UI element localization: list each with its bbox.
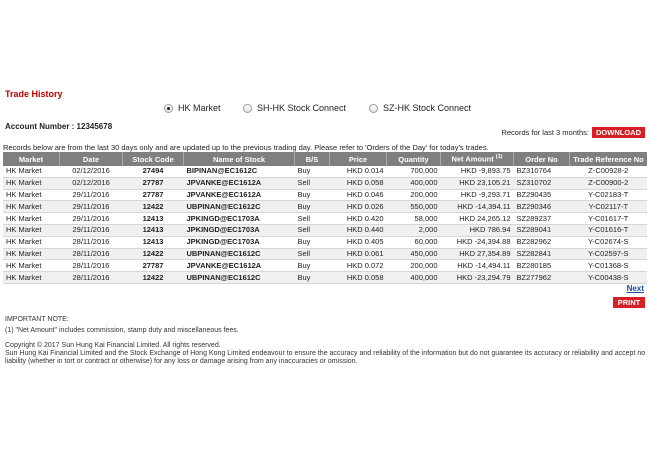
table-row [3, 224, 647, 236]
col-order-no: Order No [514, 152, 570, 166]
cell-net-amount: HKD -24,394.88 [441, 236, 514, 248]
account-number: Account Number : 12345678 [5, 122, 113, 131]
cell-price: HKD 0.026 [330, 201, 387, 213]
cell-stock-code: 12422 [123, 248, 184, 260]
cell-price: HKD 0.058 [330, 272, 387, 284]
radio-label-hk-market: HK Market [178, 103, 221, 113]
next-page-link[interactable]: Next [626, 284, 644, 293]
cell-quantity: 58,000 [387, 213, 441, 225]
col-bs: B/S [295, 152, 330, 166]
cell-net-amount: HKD 23,105.21 [441, 177, 514, 189]
cell-date: 29/11/2016 [60, 189, 123, 201]
cell-trade-reference-no: Y-C00438-S [570, 272, 648, 284]
cell-stock-code: 27787 [123, 260, 184, 272]
table-row [3, 272, 647, 284]
table-row [3, 213, 647, 225]
cell-date: 28/11/2016 [60, 260, 123, 272]
cell-date: 28/11/2016 [60, 272, 123, 284]
table-row [3, 166, 647, 177]
cell-trade-reference-no: Y-C01617-T [570, 213, 648, 225]
cell-bs: Buy [295, 166, 330, 177]
cell-price: HKD 0.061 [330, 248, 387, 260]
records-notice: Records below are from the last 30 days only and are updated up to the previous trading day. Please refer to 'Orders of the Day' for today's trades. [3, 143, 489, 152]
cell-name-of-stock: JPVANKE@EC1612A [184, 177, 295, 189]
cell-stock-code: 12422 [123, 201, 184, 213]
cell-trade-reference-no: Y-C02597-S [570, 248, 648, 260]
download-button[interactable]: DOWNLOAD [592, 127, 645, 138]
cell-stock-code: 27787 [123, 177, 184, 189]
copyright-text: Copyright © 2017 Sun Hung Kai Financial Limited. All rights reserved. [5, 342, 221, 349]
radio-sh-hk-stock-connect[interactable] [243, 103, 346, 113]
cell-price: HKD 0.014 [330, 166, 387, 177]
radio-label-sz-hk: SZ-HK Stock Connect [383, 103, 472, 113]
cell-price: HKD 0.440 [330, 224, 387, 236]
cell-bs: Buy [295, 201, 330, 213]
cell-market: HK Market [3, 177, 60, 189]
page-title: Trade History [5, 89, 63, 99]
cell-net-amount: HKD -9,893.75 [441, 166, 514, 177]
col-date: Date [60, 152, 123, 166]
cell-trade-reference-no: Z-C00900-2 [570, 177, 648, 189]
radio-unselected-indicator[interactable] [243, 104, 252, 113]
table-row [3, 177, 647, 189]
cell-stock-code: 27494 [123, 166, 184, 177]
cell-name-of-stock: UBPINAN@EC1612C [184, 272, 295, 284]
radio-unselected-indicator[interactable] [369, 104, 378, 113]
cell-order-no: BZ282962 [514, 236, 570, 248]
cell-trade-reference-no: Y-C02117-T [570, 201, 648, 213]
cell-bs: Sell [295, 248, 330, 260]
cell-stock-code: 27787 [123, 189, 184, 201]
cell-net-amount: HKD -14,494.11 [441, 260, 514, 272]
cell-market: HK Market [3, 248, 60, 260]
cell-stock-code: 12422 [123, 272, 184, 284]
cell-order-no: BZ280185 [514, 260, 570, 272]
net-amount-header-label: Net Amount [451, 154, 494, 164]
cell-trade-reference-no: Y-C01368-S [570, 260, 648, 272]
radio-label-sh-hk: SH-HK Stock Connect [257, 103, 347, 113]
cell-stock-code: 12413 [123, 213, 184, 225]
radio-selected-indicator[interactable] [164, 104, 173, 113]
cell-net-amount: HKD -23,294.79 [441, 272, 514, 284]
cell-net-amount: HKD 27,354.89 [441, 248, 514, 260]
radio-hk-market[interactable] [164, 103, 221, 113]
cell-quantity: 550,000 [387, 201, 441, 213]
cell-market: HK Market [3, 166, 60, 177]
cell-quantity: 200,000 [387, 189, 441, 201]
col-trade-reference-no: Trade Reference No [570, 152, 648, 166]
col-name-of-stock: Name of Stock [184, 152, 295, 166]
cell-order-no: SZ282841 [514, 248, 570, 260]
table-header-row [3, 152, 647, 166]
cell-quantity: 400,000 [387, 272, 441, 284]
col-net-amount [441, 152, 514, 166]
cell-bs: Sell [295, 213, 330, 225]
cell-quantity: 60,000 [387, 236, 441, 248]
cell-order-no: SZ310702 [514, 177, 570, 189]
cell-name-of-stock: UBPINAN@EC1612C [184, 248, 295, 260]
cell-net-amount: HKD 24,265.12 [441, 213, 514, 225]
cell-name-of-stock: JPVANKE@EC1612A [184, 260, 295, 272]
cell-date: 29/11/2016 [60, 201, 123, 213]
cell-quantity: 2,000 [387, 224, 441, 236]
cell-price: HKD 0.072 [330, 260, 387, 272]
cell-order-no: BZ310764 [514, 166, 570, 177]
net-amount-footnote-marker: (1) [495, 154, 503, 161]
cell-market: HK Market [3, 224, 60, 236]
disclaimer-line-2: liability (whether in tort or contract or otherwise) for any loss or damage arising from any inaccuracies or omission. [5, 358, 358, 365]
cell-bs: Buy [295, 236, 330, 248]
cell-market: HK Market [3, 189, 60, 201]
cell-order-no: BZ277962 [514, 272, 570, 284]
cell-date: 02/12/2016 [60, 166, 123, 177]
cell-price: HKD 0.420 [330, 213, 387, 225]
cell-name-of-stock: JPKINGD@EC1703A [184, 236, 295, 248]
cell-name-of-stock: JPVANKE@EC1612A [184, 189, 295, 201]
cell-quantity: 450,000 [387, 248, 441, 260]
cell-name-of-stock: JPKINGD@EC1703A [184, 224, 295, 236]
records-range-label: Records for last 3 months: [501, 128, 589, 137]
cell-market: HK Market [3, 213, 60, 225]
col-market: Market [3, 152, 60, 166]
table-row [3, 260, 647, 272]
col-stock-code: Stock Code [123, 152, 184, 166]
col-price: Price [330, 152, 387, 166]
table-row [3, 236, 647, 248]
cell-price: HKD 0.405 [330, 236, 387, 248]
cell-date: 28/11/2016 [60, 248, 123, 260]
cell-quantity: 200,000 [387, 260, 441, 272]
cell-order-no: SZ289237 [514, 213, 570, 225]
cell-date: 29/11/2016 [60, 224, 123, 236]
cell-bs: Buy [295, 272, 330, 284]
cell-date: 02/12/2016 [60, 177, 123, 189]
cell-order-no: BZ290346 [514, 201, 570, 213]
cell-name-of-stock: UBPINAN@EC1612C [184, 201, 295, 213]
cell-bs: Buy [295, 260, 330, 272]
cell-name-of-stock: BIPINAN@EC1612C [184, 166, 295, 177]
cell-bs: Sell [295, 177, 330, 189]
cell-trade-reference-no: Y-C02183-T [570, 189, 648, 201]
cell-net-amount: HKD 786.94 [441, 224, 514, 236]
market-selector [0, 103, 650, 117]
print-button[interactable]: PRINT [613, 297, 645, 308]
cell-name-of-stock: JPKINGD@EC1703A [184, 213, 295, 225]
cell-net-amount: HKD -9,293.71 [441, 189, 514, 201]
cell-stock-code: 12413 [123, 236, 184, 248]
cell-price: HKD 0.058 [330, 177, 387, 189]
trade-history-table [3, 152, 647, 284]
important-note-title: IMPORTANT NOTE: [5, 316, 69, 323]
table-row [3, 201, 647, 213]
cell-order-no: BZ290435 [514, 189, 570, 201]
table-row [3, 189, 647, 201]
cell-quantity: 700,000 [387, 166, 441, 177]
cell-bs: Buy [295, 189, 330, 201]
disclaimer-line-1: Sun Hung Kai Financial Limited and the Stock Exchange of Hong Kong Limited endeavour to ensure the accuracy and reliability of the information but do not guarantee its accuracy or reliability and accept no [5, 350, 646, 357]
radio-sz-hk-stock-connect[interactable] [369, 103, 471, 113]
cell-trade-reference-no: Z-C00928-2 [570, 166, 648, 177]
col-quantity: Quantity [387, 152, 441, 166]
cell-market: HK Market [3, 272, 60, 284]
cell-bs: Sell [295, 224, 330, 236]
cell-market: HK Market [3, 260, 60, 272]
net-amount-footnote: (1) "Net Amount" includes commission, stamp duty and miscellaneous fees. [5, 327, 239, 334]
cell-net-amount: HKD -14,394.11 [441, 201, 514, 213]
cell-order-no: SZ289041 [514, 224, 570, 236]
cell-price: HKD 0.046 [330, 189, 387, 201]
cell-market: HK Market [3, 201, 60, 213]
cell-quantity: 400,000 [387, 177, 441, 189]
cell-stock-code: 12413 [123, 224, 184, 236]
cell-date: 28/11/2016 [60, 236, 123, 248]
cell-date: 29/11/2016 [60, 213, 123, 225]
table-row [3, 248, 647, 260]
cell-market: HK Market [3, 236, 60, 248]
cell-trade-reference-no: Y-C02674-S [570, 236, 648, 248]
cell-trade-reference-no: Y-C01616-T [570, 224, 648, 236]
